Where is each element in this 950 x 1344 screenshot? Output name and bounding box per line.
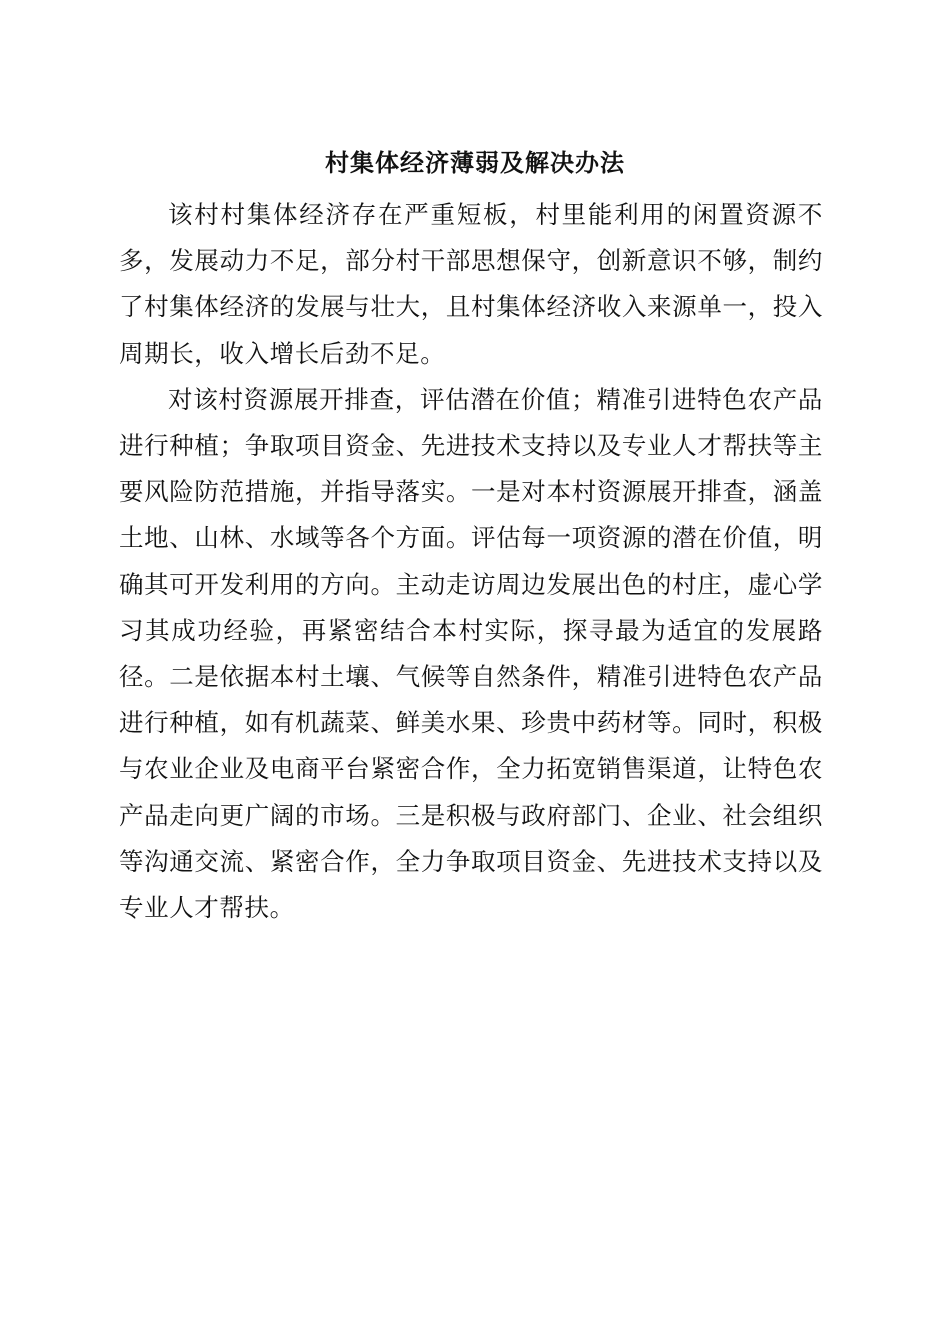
document-title: 村集体经济薄弱及解决办法 (325, 148, 625, 177)
paragraph-solution: 对该村资源展开排查，评估潜在价值；精准引进特色农产品进行种植；争取项目资金、先进技术支持以及专业人才帮扶等主要风险防范措施，并指导落实。一是对本村资源展开排查，涵盖土地、山林、水域等各个方面。评估每一项资源的潜在价值，明确其可开发利用的方向。主动走访周边发展出色的村庄，虚心学习其成功经验，再紧密结合本村实际，探寻最为适宜的发展路径。二是依据本村土壤、气候等自然条件，精准引进特色农产品进行种植，如有机蔬菜、鲜美水果、珍贵中药材等。同时，积极与农业企业及电商平台紧密合作，全力拓宽销售渠道，让特色农产品走向更广阔的市场。三是积极与政府部门、企业、社会组织等沟通交流、紧密合作，全力争取项目资金、先进技术支持以及专业人才帮扶。 (119, 384, 823, 923)
paragraph-problem: 该村村集体经济存在严重短板，村里能利用的闲置资源不多，发展动力不足，部分村干部思想保守，创新意识不够，制约了村集体经济的发展与壮大，且村集体经济收入来源单一，投入周期长，收入增长后劲不足。 (119, 200, 823, 368)
document-body (119, 192, 823, 931)
